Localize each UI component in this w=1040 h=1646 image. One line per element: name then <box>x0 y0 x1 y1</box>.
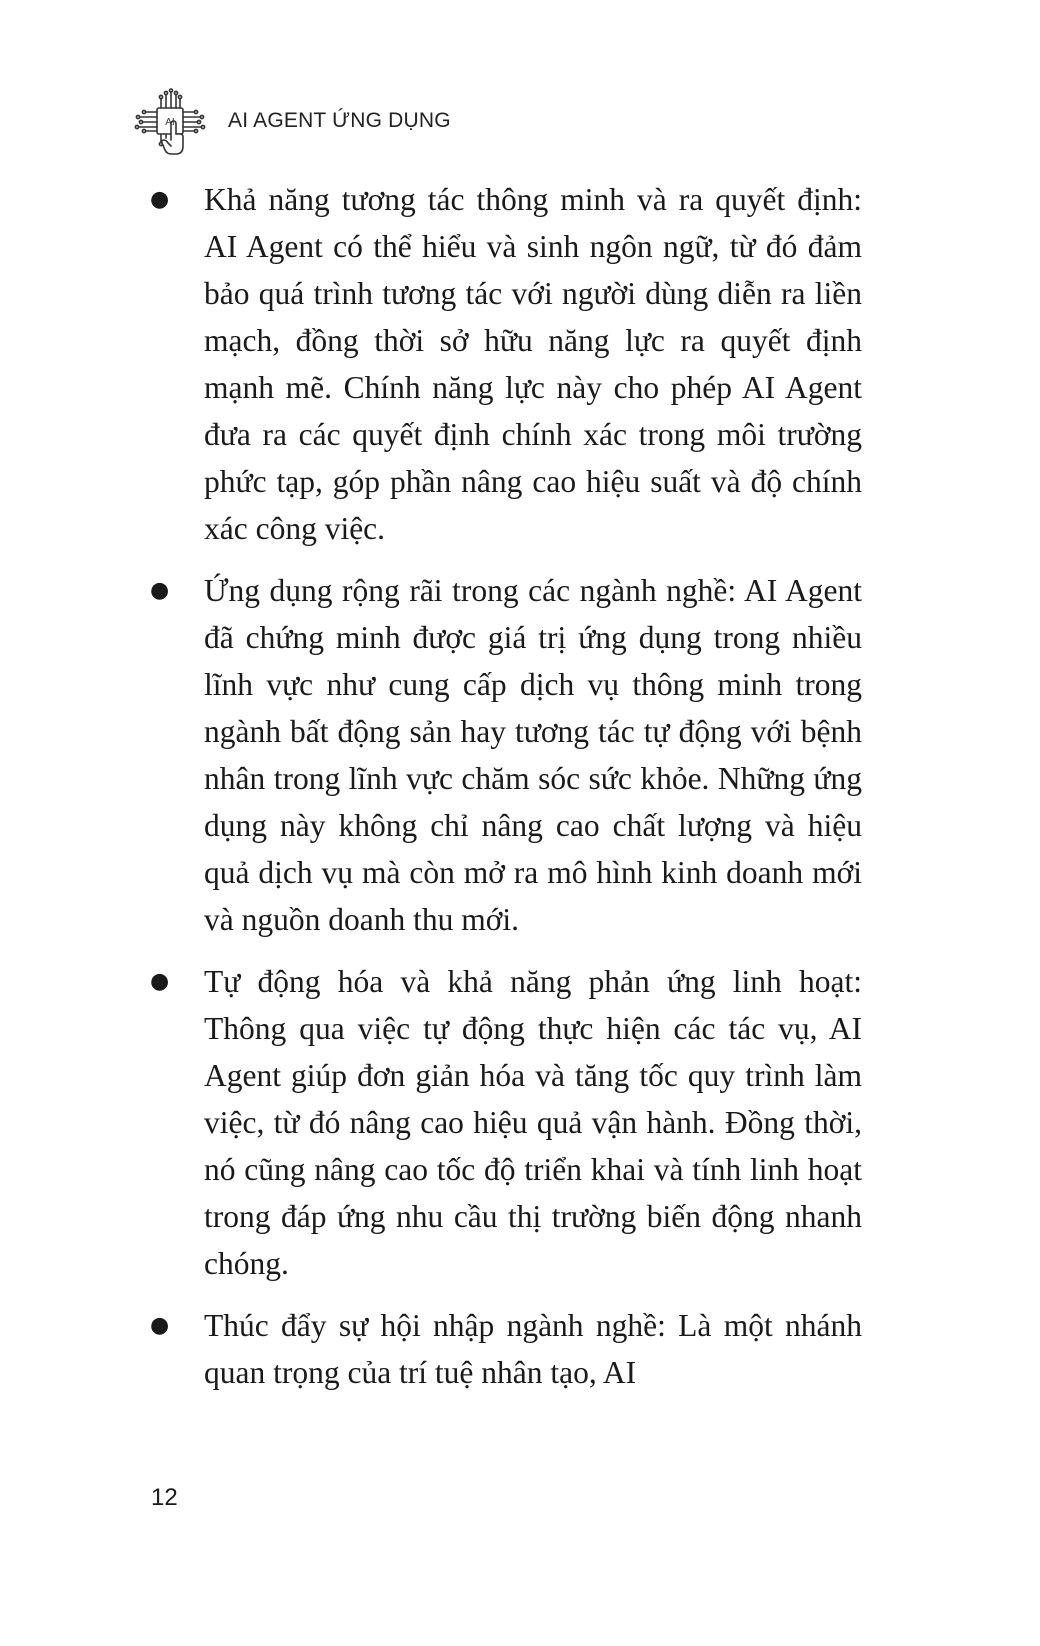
bullet-text: Tự động hóa và khả năng phản ứng linh hoạt: Thông qua việc tự động thực hiện các tác vụ, AI Agent giúp đơn giản hóa và tăng tốc quy trình làm việc, từ đó nâng cao hiệu quả vận hành. Đồng thời, nó cũng nâng cao tốc độ triển khai và tính linh hoạt trong đáp ứng nhu cầu thị trường biến động nhanh chóng. <box>204 964 862 1281</box>
svg-text:AI: AI <box>165 117 175 128</box>
running-header <box>134 88 451 158</box>
bullet-item <box>150 567 862 943</box>
bullet-marker: ● <box>150 578 170 603</box>
bullet-text: Ứng dụng rộng rãi trong các ngành nghề: AI Agent đã chứng minh được giá trị ứng dụng trong nhiều lĩnh vực như cung cấp dịch vụ thông minh trong ngành bất động sản hay tương tác tự động với bệnh nhân trong lĩnh vực chăm sóc sức khỏe. Những ứng dụng này không chỉ nâng cao chất lượng và hiệu quả dịch vụ mà còn mở ra mô hình kinh doanh mới và nguồn doanh thu mới. <box>204 573 862 937</box>
bullet-item <box>150 958 862 1287</box>
bullet-item <box>150 1302 862 1396</box>
bullet-text: Khả năng tương tác thông minh và ra quyết định: AI Agent có thể hiểu và sinh ngôn ngữ, từ đó đảm bảo quá trình tương tác với người dùng diễn ra liền mạch, đồng thời sở hữu năng lực ra quyết định mạnh mẽ. Chính năng lực này cho phép AI Agent đưa ra các quyết định chính xác trong môi trường phức tạp, góp phần nâng cao hiệu suất và độ chính xác công việc. <box>204 182 862 546</box>
page-number: 12 <box>151 1484 178 1511</box>
bullet-marker: ● <box>150 1313 170 1338</box>
bullet-marker: ● <box>150 187 170 212</box>
bullet-marker: ● <box>150 969 170 994</box>
bullet-list <box>150 176 862 1411</box>
bullet-item <box>150 176 862 552</box>
ai-chip-hand-icon <box>134 88 210 158</box>
bullet-text: Thúc đẩy sự hội nhập ngành nghề: Là một nhánh quan trọng của trí tuệ nhân tạo, AI <box>204 1308 862 1390</box>
header-title: AI AGENT ỨNG DỤNG <box>228 109 451 132</box>
